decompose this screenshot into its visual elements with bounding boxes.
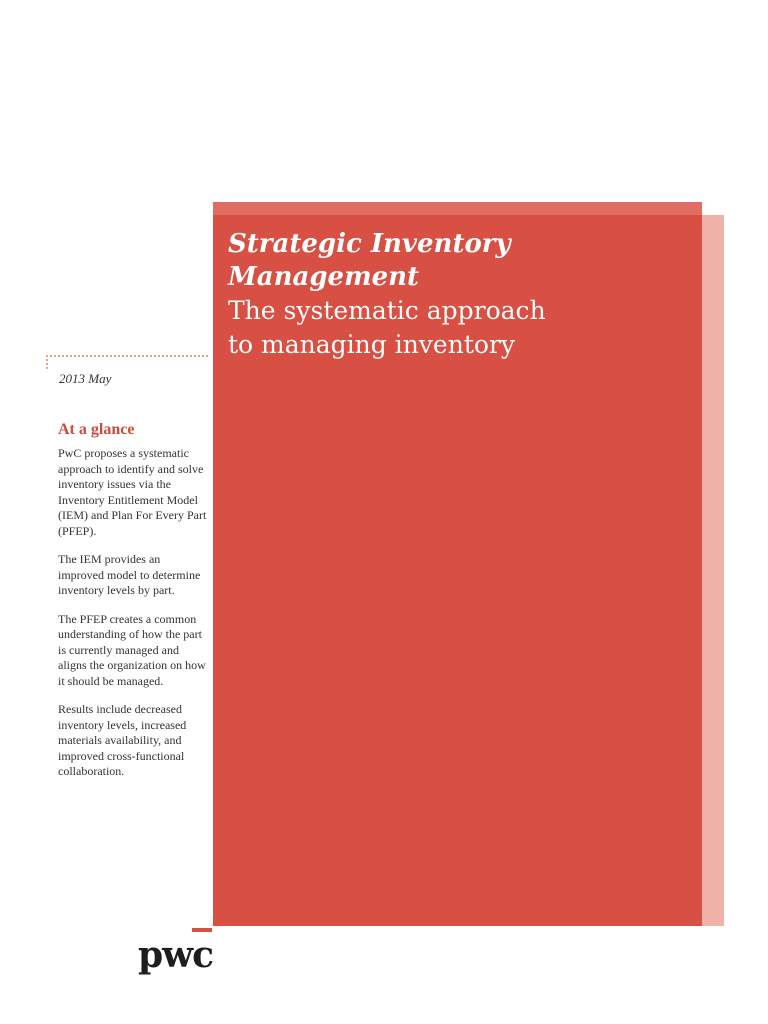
logo-accent-bar: [192, 928, 212, 932]
cover-title-panel: [213, 202, 702, 926]
glance-paragraph: PwC proposes a systematic approach to identify and solve inventory issues via the Inventory Entitlement Model (IEM) and Plan For Every Part (PFEP).: [58, 446, 207, 538]
subtitle-line-1: The systematic approach: [228, 296, 546, 325]
title-line-2: Management: [228, 262, 420, 292]
document-subtitle: [228, 294, 688, 362]
dotted-divider: [46, 355, 208, 357]
glance-paragraph: Results include decreased inventory levels, increased materials availability, and improved cross-functional collaboration.: [58, 702, 187, 778]
pwc-logo: [138, 928, 230, 984]
document-title: [228, 228, 688, 294]
publication-date: 2013 May: [59, 371, 112, 386]
dotted-divider-tick: [46, 355, 48, 369]
subtitle-line-2: to managing inventory: [228, 330, 515, 359]
at-a-glance-heading: At a glance: [58, 421, 135, 438]
logo-wordmark: pwc: [138, 934, 214, 976]
at-a-glance-body: [58, 446, 208, 793]
cover-panel-top-band: [213, 202, 702, 215]
glance-paragraph: The IEM provides an improved model to determine inventory levels by part.: [58, 552, 201, 597]
title-line-1: Strategic Inventory: [228, 229, 511, 259]
cover-shadow-panel: [700, 215, 724, 926]
glance-paragraph: The PFEP creates a common understanding of how the part is currently managed and aligns the organization on how it should be managed.: [58, 611, 206, 688]
